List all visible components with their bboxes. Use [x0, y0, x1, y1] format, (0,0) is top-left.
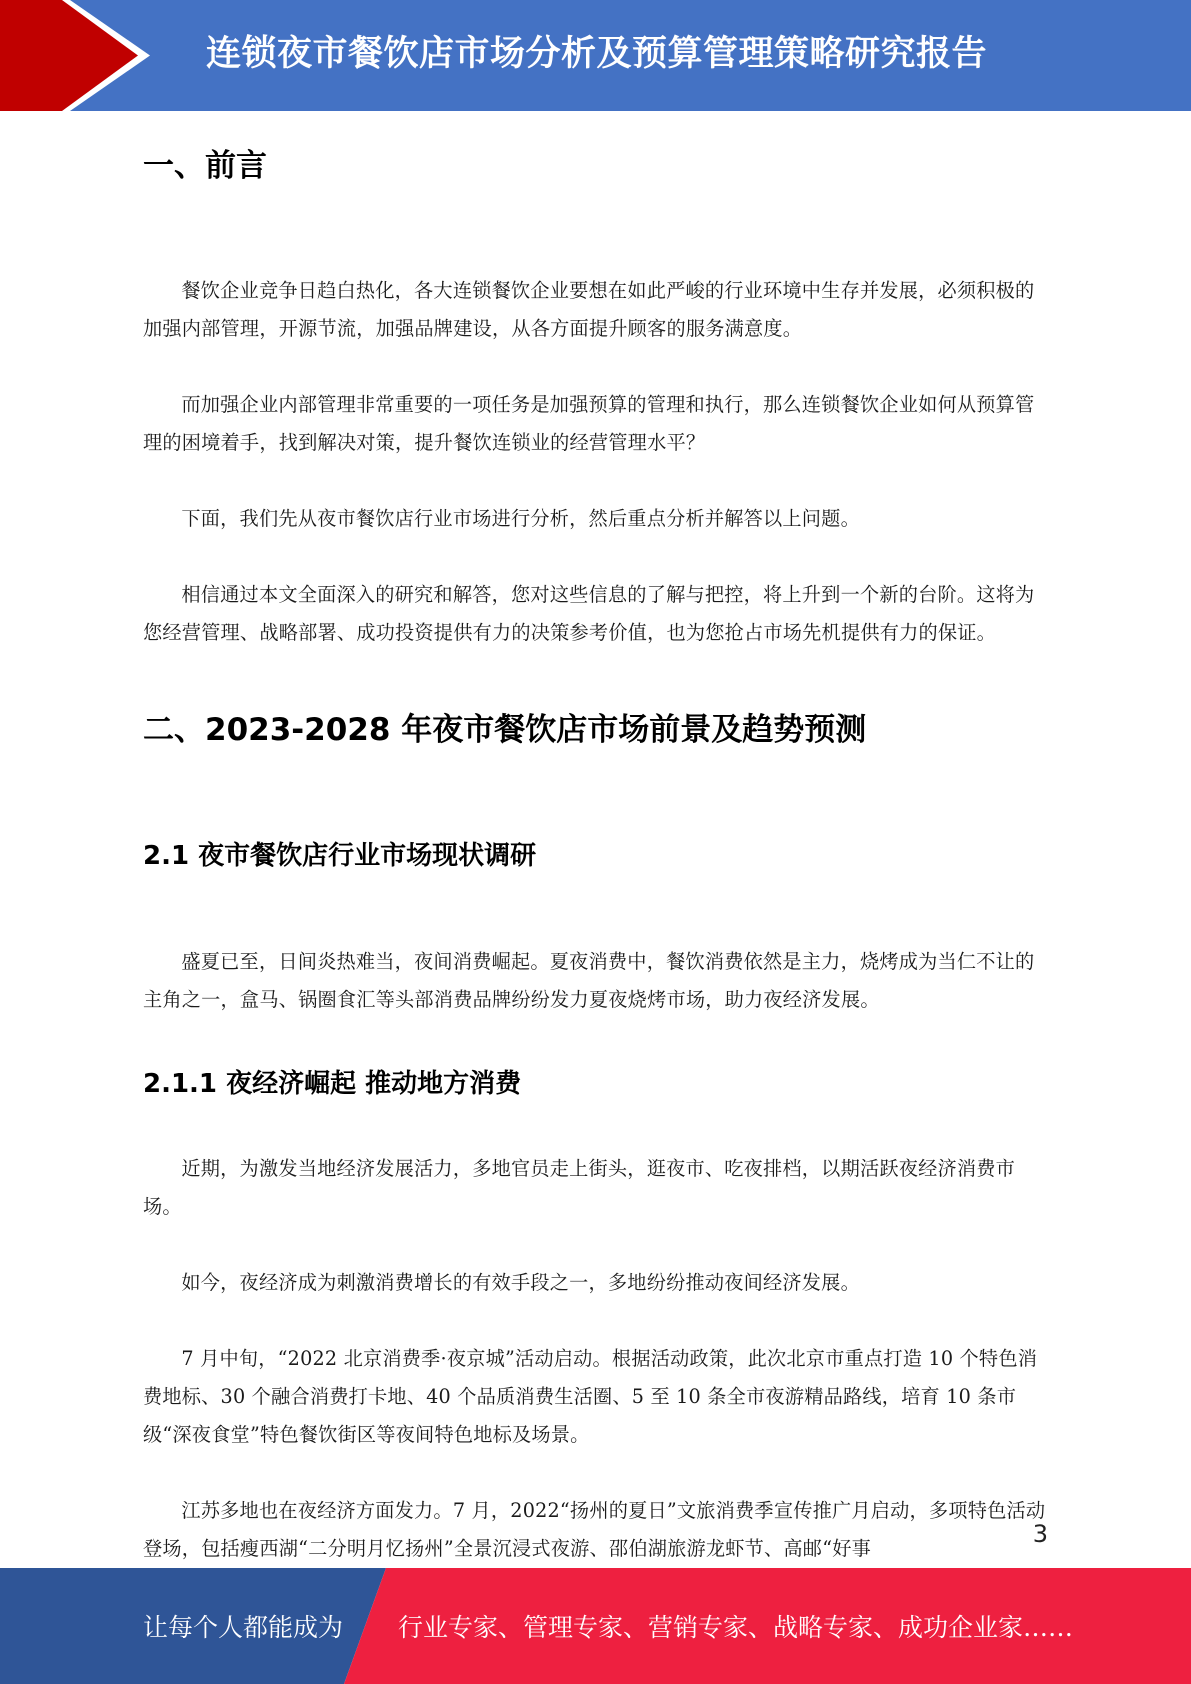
header-red-chevron: [0, 0, 150, 111]
paragraph: 盛夏已至，日间炎热难当，夜间消费崛起。夏夜消费中，餐饮消费依然是主力，烧烤成为当仁不让的主角之一，盒马、锅圈食汇等头部消费品牌纷纷发力夏夜烧烤市场，助力夜经济发展。: [143, 950, 1035, 1011]
header-banner: [0, 0, 1191, 111]
paragraph: 近期，为激发当地经济发展活力，多地官员走上街头，逛夜市、吃夜排档，以期活跃夜经济消费市场。: [143, 1157, 1016, 1218]
page-content: [143, 140, 1046, 1568]
paragraph: 下面，我们先从夜市餐饮店行业市场进行分析，然后重点分析并解答以上问题。: [181, 507, 860, 530]
footer-slogan-right: 行业专家、管理专家、营销专家、战略专家、成功企业家……: [398, 1613, 1074, 1642]
report-title: 连锁夜市餐饮店市场分析及预算管理策略研究报告: [206, 34, 988, 74]
page-number: 3: [1032, 1520, 1048, 1548]
footer-slogan-left: 让每个人都能成为: [143, 1613, 344, 1642]
section-title-forecast: 二、2023-2028 年夜市餐饮店市场前景及趋势预测: [143, 712, 867, 748]
footer-banner: [0, 1568, 1191, 1684]
paragraph: 如今，夜经济成为刺激消费增长的有效手段之一，多地纷纷推动夜间经济发展。: [181, 1271, 860, 1294]
subsection-title-2-1: 2.1 夜市餐饮店行业市场现状调研: [143, 841, 537, 871]
paragraph: 而加强企业内部管理非常重要的一项任务是加强预算的管理和执行，那么连锁餐饮企业如何从预算管理的困境着手，找到解决对策，提升餐饮连锁业的经营管理水平？: [143, 393, 1035, 454]
paragraph: 7 月中旬，“2022 北京消费季·夜京城”活动启动。根据活动政策，此次北京市重点打造 10 个特色消费地标、30 个融合消费打卡地、40 个品质消费生活圈、5 至 10 条全市夜游精品路线，培育 10 条市级“深夜食堂”特色餐饮街区等夜间特色地标及场景。: [143, 1347, 1038, 1446]
paragraph: 江苏多地也在夜经济方面发力。7 月，2022“扬州的夏日”文旅消费季宣传推广月启动，多项特色活动登场，包括瘦西湖“二分明月忆扬州”全景沉浸式夜游、邵伯湖旅游龙虾节、高邮“好事: [143, 1499, 1046, 1560]
paragraph: 餐饮企业竞争日趋白热化，各大连锁餐饮企业要想在如此严峻的行业环境中生存并发展，必须积极的加强内部管理，开源节流，加强品牌建设，从各方面提升顾客的服务满意度。: [143, 279, 1035, 340]
paragraph: 相信通过本文全面深入的研究和解答，您对这些信息的了解与把控，将上升到一个新的台阶。这将为您经营管理、战略部署、成功投资提供有力的决策参考价值，也为您抢占市场先机提供有力的保证。: [143, 583, 1035, 644]
subsection-title-2-1-1: 2.1.1 夜经济崛起 推动地方消费: [143, 1069, 522, 1099]
section-title-preface: 一、前言: [143, 148, 267, 184]
